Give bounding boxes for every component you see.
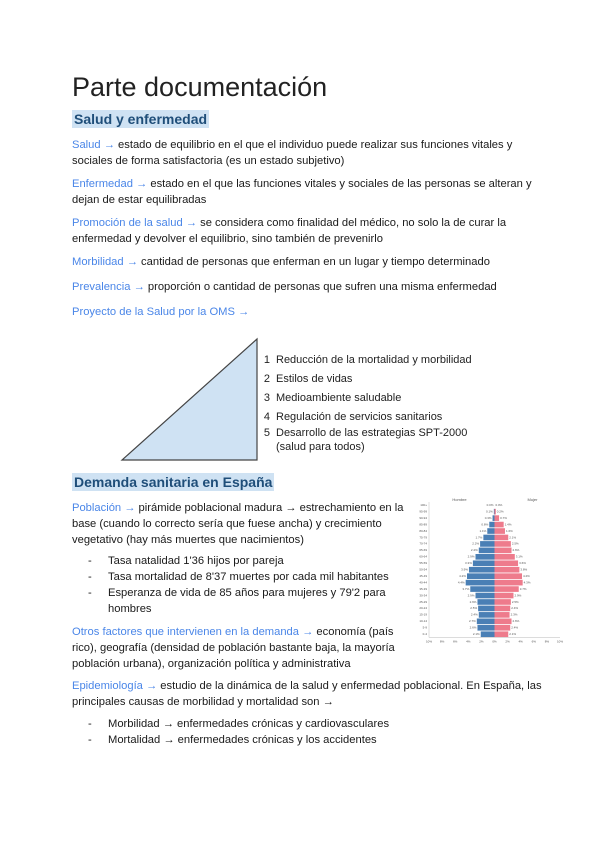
bar-hombre: [477, 625, 494, 631]
bar-hombre: [493, 515, 495, 521]
term: Morbilidad →: [72, 256, 138, 268]
item-label: Estilos de vidas: [276, 372, 353, 385]
data-label-hombre: 2.4%: [470, 548, 478, 553]
term: Salud →: [72, 139, 115, 151]
bullet-list-epidemiologia: [88, 716, 508, 748]
oms-item: [260, 388, 472, 407]
age-tick-label: 75-79: [419, 535, 427, 540]
age-tick-label: 35-39: [419, 586, 427, 591]
definition-text: se considera como finalidad del médico, no solo la de curar la enfermedad y devolver el equilibrio, sino también de prevenirlo: [72, 217, 507, 245]
bar-mujer: [495, 541, 511, 547]
bar-hombre: [479, 548, 495, 554]
legend-mujer: Mujer: [527, 497, 538, 502]
bar-mujer: [495, 612, 510, 618]
x-tick-label: 6%: [453, 639, 458, 644]
data-label-mujer: 3.1%: [515, 554, 523, 559]
section-heading-demanda: Demanda sanitaria en España: [74, 474, 273, 490]
data-label-mujer: 3.7%: [519, 586, 527, 591]
age-tick-label: 10-14: [419, 619, 427, 624]
bar-mujer: [495, 528, 505, 534]
bar-hombre: [489, 522, 494, 528]
data-label-mujer: 0.2%: [496, 509, 504, 514]
age-tick-label: 100+: [420, 503, 427, 507]
bar-mujer: [495, 619, 512, 625]
bar-mujer: [495, 567, 520, 573]
bar-mujer: [495, 548, 512, 554]
item-label: (salud para todos): [276, 441, 365, 453]
data-label-mujer: 1.4%: [504, 522, 512, 527]
item-number: 2: [263, 372, 270, 385]
oms-item: [260, 407, 472, 426]
item-label: Desarrollo de las estrategias SPT-2000: [276, 427, 468, 439]
data-label-mujer: 4.2%: [523, 573, 530, 578]
data-label-hombre: 0.3%: [484, 515, 492, 520]
oms-list: [260, 350, 472, 454]
bar-mujer: [495, 560, 519, 566]
bar-mujer: [495, 586, 519, 592]
oms-item: [260, 350, 472, 369]
term: Población →: [72, 502, 136, 514]
bar-hombre: [469, 567, 495, 573]
bar-mujer: [495, 515, 500, 521]
age-tick-label: 60-64: [419, 554, 427, 559]
data-label-hombre: 2.2%: [472, 541, 480, 546]
data-label-hombre: 2.9%: [467, 554, 475, 559]
oms-item: [260, 440, 472, 454]
bar-mujer: [495, 535, 509, 541]
bar-hombre: [480, 541, 494, 547]
oms-triangle-diagram: [118, 338, 258, 462]
age-tick-label: 5-9: [422, 625, 427, 630]
data-label-mujer: 0.0%: [495, 503, 503, 507]
data-label-hombre: 2.9%: [467, 593, 475, 598]
definition-prevalencia: [72, 279, 532, 295]
paragraph-poblacion: [72, 500, 407, 548]
legend-hombre: Hombre: [452, 497, 467, 502]
data-label-mujer: 3.6%: [519, 561, 526, 566]
paragraph-text: economía (país rico), geografía (densidad de población bastante baja, la mayoría población urbana), organización política y administrativa: [72, 626, 395, 670]
data-label-hombre: 4.2%: [459, 573, 466, 578]
paragraph-text: pirámide poblacional madura → estrechamiento en la base (cuando lo correcto sería que fuese ancha) y crecimiento vegetativo (hay más muertes que nacimientos): [72, 502, 404, 546]
item-label: Reducción de la mortalidad y morbilidad: [276, 353, 472, 366]
data-label-mujer: 2.1%: [509, 632, 517, 636]
page-title: Parte documentación: [72, 72, 328, 102]
bar-hombre: [483, 535, 494, 541]
data-label-mujer: 2.3%: [510, 612, 518, 617]
data-label-hombre: 2.6%: [469, 625, 477, 630]
age-tick-label: 95-99: [419, 509, 427, 514]
x-tick-label: 2%: [505, 639, 510, 644]
term: Promoción de la salud →: [72, 217, 197, 229]
data-label-mujer: 2.9%: [514, 593, 522, 598]
data-label-mujer: 2.4%: [511, 606, 519, 611]
bar-hombre: [473, 560, 495, 566]
age-tick-label: 55-59: [419, 561, 427, 566]
term: Otros factores que intervienen en la demanda →: [72, 626, 314, 638]
x-tick-label: 8%: [439, 639, 445, 644]
term: Proyecto de la Salud por la OMS →: [72, 306, 250, 318]
age-tick-label: 50-54: [419, 567, 427, 572]
data-label-hombre: 2.7%: [468, 619, 476, 624]
paragraph-epidemiologia: [72, 678, 542, 710]
bar-hombre: [478, 606, 494, 612]
data-label-hombre: 3.9%: [461, 567, 468, 572]
x-tick-label: 0%: [492, 639, 497, 644]
population-pyramid-chart: [415, 495, 564, 645]
age-tick-label: 40-44: [419, 580, 427, 585]
bar-hombre: [481, 631, 495, 637]
bar-mujer: [495, 573, 523, 579]
bar-hombre: [467, 573, 495, 579]
age-tick-label: 65-69: [419, 548, 427, 553]
data-label-hombre: 1.7%: [475, 535, 483, 540]
x-tick-label: 4%: [518, 639, 523, 644]
bar-hombre: [479, 612, 495, 618]
list-item: - Mortalidad → enfermedades crónicas y los accidentes: [88, 732, 508, 748]
paragraph-text: estudio de la dinámica de la salud y enfermedad poblacional. En España, las principales causas de morbilidad y mortalidad son →: [72, 680, 542, 708]
bullet-list-poblacion: [88, 553, 408, 617]
age-tick-label: 30-34: [419, 593, 427, 598]
age-tick-label: 90-94: [419, 515, 427, 520]
x-tick-label: 10%: [425, 639, 433, 644]
bar-mujer: [495, 593, 514, 599]
list-item: - Morbilidad → enfermedades crónicas y cardiovasculares: [88, 716, 508, 732]
x-tick-label: 10%: [556, 639, 564, 644]
bar-mujer: [495, 580, 523, 586]
data-label-hombre: 2.5%: [470, 606, 478, 611]
paragraph-otros-factores: [72, 624, 407, 672]
list-item: - Tasa natalidad 1'36 hijos por pareja: [88, 553, 408, 569]
list-item: - Esperanza de vida de 85 años para mujeres y 79'2 para hombres: [88, 585, 408, 617]
bar-hombre: [487, 528, 494, 534]
definition-text: estado en el que las funciones vitales y sociales de las personas se alteran y dejan de estar equilibradas: [72, 178, 532, 206]
data-label-hombre: 0.1%: [486, 509, 493, 514]
data-label-hombre: 1.1%: [479, 528, 487, 533]
definition-text: proporción o cantidad de personas que sufren una misma enfermedad: [144, 281, 497, 293]
data-label-hombre: 0.0%: [486, 503, 494, 507]
data-label-hombre: 2.1%: [472, 632, 480, 636]
oms-item: [260, 369, 472, 388]
data-label-mujer: 2.5%: [511, 599, 519, 604]
term: Prevalencia →: [72, 281, 145, 293]
age-tick-label: 70-74: [419, 541, 427, 546]
data-label-mujer: 2.6%: [512, 619, 520, 624]
item-label: Medioambiente saludable: [276, 391, 402, 404]
definition-oms: [72, 304, 532, 320]
data-label-mujer: 0.7%: [500, 515, 507, 520]
definition-promocion: [72, 215, 532, 247]
term: Epidemiología →: [72, 680, 158, 692]
bar-hombre: [476, 593, 495, 599]
bar-mujer: [495, 522, 504, 528]
bar-hombre: [476, 554, 495, 560]
oms-item: [260, 426, 472, 440]
data-label-mujer: 2.4%: [511, 625, 519, 630]
bar-mujer: [495, 599, 511, 605]
data-label-mujer: 2.6%: [512, 548, 520, 553]
data-label-mujer: 2.5%: [511, 541, 519, 546]
x-tick-label: 8%: [544, 639, 550, 644]
bar-hombre: [470, 586, 494, 592]
bar-hombre: [477, 599, 494, 605]
bar-mujer: [495, 606, 511, 612]
definition-salud: [72, 137, 532, 169]
bar-mujer: [495, 625, 511, 631]
data-label-hombre: 0.8%: [481, 522, 489, 527]
data-label-hombre: 2.6%: [469, 599, 477, 604]
definition-text: estado de equilibrio en el que el individuo puede realizar sus funciones vitales y sociales de forma satisfactoria (es un estado subjetivo): [72, 139, 513, 167]
data-label-hombre: 3.3%: [465, 561, 472, 566]
age-tick-label: 0-4: [422, 632, 427, 636]
item-number: 5: [263, 427, 270, 439]
item-number: 3: [263, 391, 270, 404]
bar-mujer: [495, 509, 496, 515]
bar-hombre: [494, 509, 495, 515]
age-tick-label: 20-24: [419, 606, 427, 611]
list-item: - Tasa mortalidad de 8'37 muertes por cada mil habitantes: [88, 569, 408, 585]
data-label-hombre: 3.7%: [462, 586, 470, 591]
definition-enfermedad: [72, 176, 532, 208]
item-number: 1: [263, 353, 270, 366]
bar-mujer: [495, 631, 509, 637]
x-tick-label: 2%: [479, 639, 484, 644]
bar-hombre: [466, 580, 495, 586]
data-label-mujer: 2.1%: [509, 535, 517, 540]
age-tick-label: 25-29: [419, 599, 427, 604]
item-number: 4: [263, 410, 270, 423]
definition-morbilidad: [72, 254, 532, 270]
data-label-mujer: 3.8%: [520, 567, 528, 572]
term: Enfermedad →: [72, 178, 148, 190]
data-label-mujer: 4.3%: [523, 580, 531, 585]
item-label: Regulación de servicios sanitarios: [276, 410, 443, 423]
age-tick-label: 15-19: [419, 612, 427, 617]
age-tick-label: 45-49: [419, 573, 427, 578]
x-tick-label: 4%: [466, 639, 471, 644]
bar-hombre: [477, 619, 495, 625]
section-heading-salud: Salud y enfermedad: [74, 111, 208, 127]
age-tick-label: 85-89: [419, 522, 427, 527]
x-tick-label: 6%: [531, 639, 536, 644]
age-tick-label: 80-84: [419, 528, 427, 533]
data-label-hombre: 2.4%: [470, 612, 478, 617]
bar-mujer: [495, 554, 515, 560]
definition-text: cantidad de personas que enferman en un lugar y tiempo determinado: [137, 256, 490, 268]
data-label-mujer: 1.6%: [505, 528, 513, 533]
data-label-hombre: 4.4%: [457, 580, 465, 585]
